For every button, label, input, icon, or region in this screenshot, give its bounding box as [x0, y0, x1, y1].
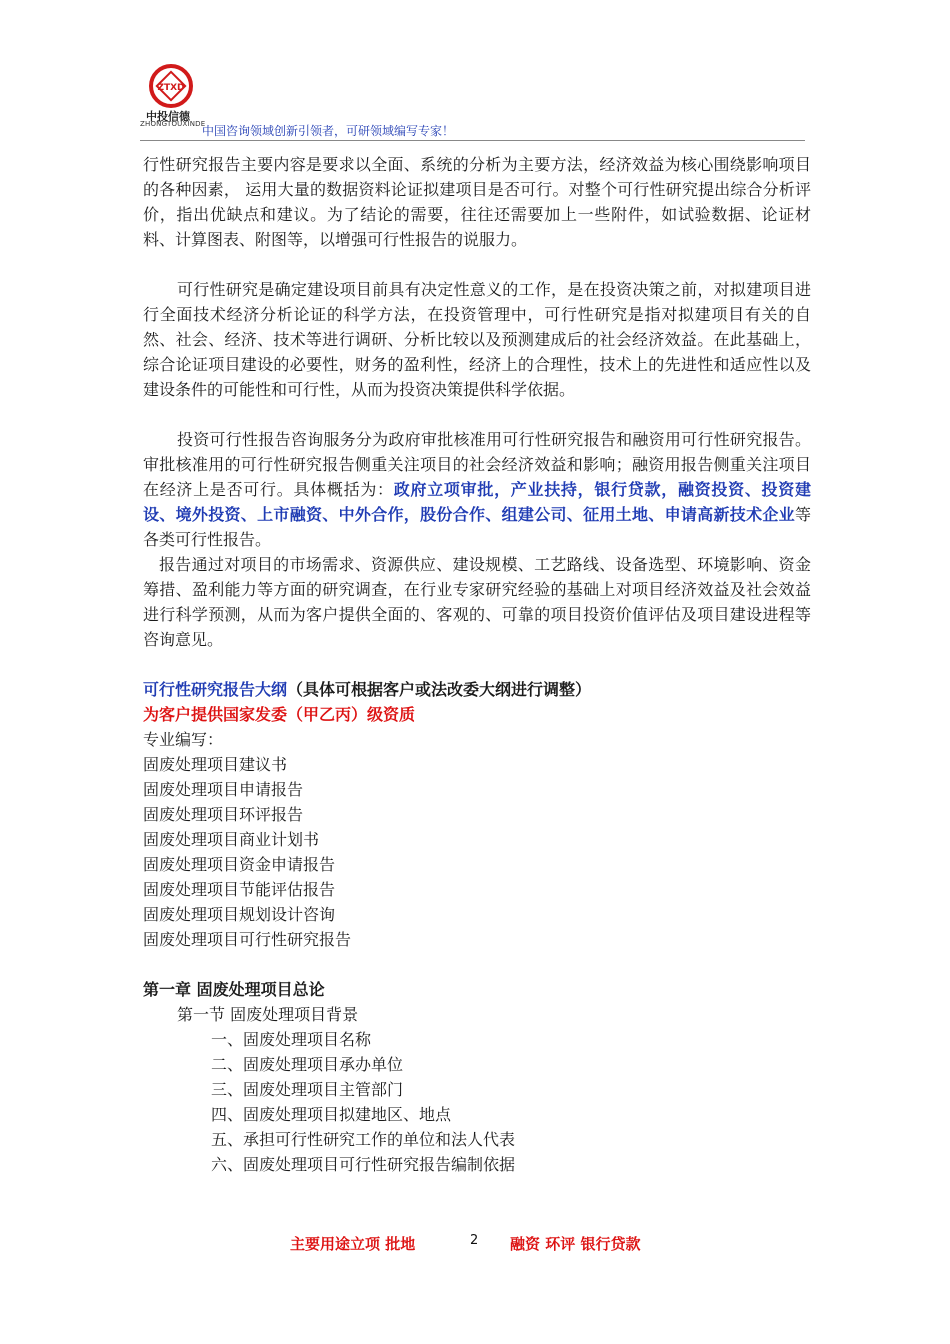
section-title: 第一节 固废处理项目背景 — [177, 1005, 359, 1024]
paragraph-3: 投资可行性报告咨询服务分为政府审批核准用可行性研究报告和融资用可行性研究报告。 审批核准用的可行性研究报告侧重关注项目的社会经济效益和影响；融资用报告侧重关注项目在经济上是否可行。具体概括为：政府立项审批，产业扶持，银行贷款，融资投资、投资建设、境外投资、上市融资、中外合作，股份合作、组建公司、征用土地、申请高新技术企业等各类可行性报告。 — [143, 430, 811, 549]
logo-chinese-name: 中投信德 — [146, 110, 190, 123]
document-body — [143, 152, 811, 1177]
paragraph-4: 报告通过对项目的市场需求、资源供应、建设规模、工艺路线、设备选型、环境影响、资金筹措、盈利能力等方面的研究调查，在行业专家研究经验的基础上对项目经济效益及社会效益进行科学预测，从而为客户提供全面的、客观的、可靠的项目投资价值评估及项目建设进程等咨询意见。 — [143, 555, 811, 649]
highlighted-uses: 政府立项审批，产业扶持，银行贷款，融资投资、投资建设、境外投资、上市融资、中外合作，股份合作、组建公司、征用土地、申请高新技术企业 — [143, 480, 811, 524]
outline-item: 固废处理项目申请报告 — [143, 780, 304, 799]
outline-item: 固废处理项目节能评估报告 — [143, 880, 336, 899]
chapter-item: 二、固废处理项目承办单位 — [211, 1055, 404, 1074]
chapter-item: 三、固废处理项目主管部门 — [211, 1080, 404, 1099]
outline-item: 固废处理项目环评报告 — [143, 805, 304, 824]
pro-label: 专业编写： — [143, 730, 224, 749]
page-header — [140, 62, 820, 144]
chapter-item: 六、固废处理项目可行性研究报告编制依据 — [211, 1155, 516, 1174]
page-footer — [0, 1233, 950, 1263]
header-divider — [140, 140, 805, 141]
footer-uses-left: 主要用途立项 批地 — [290, 1235, 416, 1253]
paragraph-2: 可行性研究是确定建设项目前具有决定性意义的工作，是在投资决策之前，对拟建项目进行全面技术经济分析论证的科学方法，在投资管理中，可行性研究是指对拟建项目有关的自然、社会、经济、技术等进行调研、分析比较以及预测建成后的社会经济效益。在此基础上，综合论证项目建设的必要性，财务的盈利性，经济上的合理性，技术上的先进性和适应性以及建设条件的可能性和可行性，从而为投资决策提供科学依据。 — [143, 280, 811, 399]
svg-text:ZTXD: ZTXD — [157, 83, 185, 93]
qualification-line: 为客户提供国家发委（甲乙丙）级资质 — [143, 705, 416, 724]
chapter-title: 第一章 固废处理项目总论 — [143, 980, 325, 999]
logo-subtitle: ZHONGTOUXINDE — [140, 120, 206, 128]
header-tagline: 中国咨询领域创新引领者，可研领域编写专家！ — [202, 124, 455, 138]
chapter-item: 一、固废处理项目名称 — [211, 1030, 372, 1049]
paragraph-1: 行性研究报告主要内容是要求以全面、系统的分析为主要方法，经济效益为核心围绕影响项目的各种因素， 运用大量的数据资料论证拟建项目是否可行。对整个可行性研究提出综合分析评价，指出优缺点和建议。为了结论的需要，往往还需要加上一些附件，如试验数据、论证材料、计算图表、附图等，以增强可行性报告的说服力。 — [143, 155, 811, 249]
outline-item: 固废处理项目资金申请报告 — [143, 855, 336, 874]
page-number: 2 — [470, 1233, 479, 1248]
outline-item: 固废处理项目规划设计咨询 — [143, 905, 336, 924]
outline-item: 固废处理项目建议书 — [143, 755, 288, 774]
chapter-item: 四、固废处理项目拟建地区、地点 — [211, 1105, 452, 1124]
footer-uses-right: 融资 环评 银行贷款 — [510, 1235, 641, 1253]
outline-item: 固废处理项目商业计划书 — [143, 830, 320, 849]
outline-title: 可行性研究报告大纲（具体可根据客户或法改委大纲进行调整） — [143, 680, 592, 699]
outline-item: 固废处理项目可行性研究报告 — [143, 930, 352, 949]
chapter-item: 五、承担可行性研究工作的单位和法人代表 — [211, 1130, 516, 1149]
